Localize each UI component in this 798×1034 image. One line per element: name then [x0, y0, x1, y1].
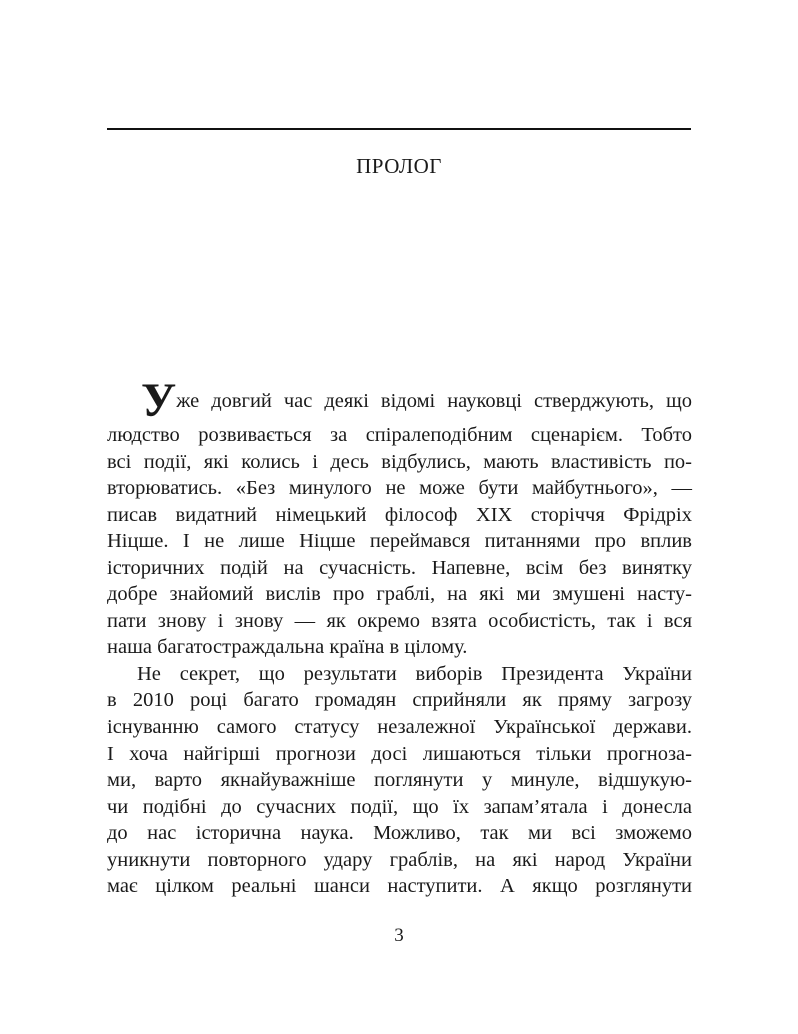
text-line: людство розвивається за спіралеподібним сценарієм. Тобто [107, 424, 692, 446]
top-rule [107, 128, 691, 130]
paragraph-2 [107, 661, 692, 900]
text-line: існуванню самого статусу незалежної Української держави. [107, 716, 692, 739]
drop-cap: У [141, 374, 177, 427]
text-line: писав видатний німецький філософ XIX сторіччя Фрідріх [107, 503, 692, 526]
text-line: в 2010 році багато громадян сприйняли як пряму загрозу [107, 689, 692, 712]
text-line [107, 374, 692, 427]
text-line: має цілком реальні шанси наступити. А якщо розглянути [107, 875, 692, 898]
page-number: 3 [394, 925, 404, 946]
paragraph-1 [107, 374, 692, 661]
body-text [107, 374, 692, 900]
chapter-title: ПРОЛОГ [356, 154, 442, 178]
text-line-content: же довгий час деякі відомі науковці стверджують, що [176, 390, 692, 412]
text-line: наша багатостраждальна країна в цілому. [107, 636, 468, 659]
text-line: Ніцше. І не лише Ніцше переймався питаннями про вплив [107, 530, 692, 553]
text-line: Не секрет, що результати виборів Президента України [137, 662, 692, 685]
text-line: уникнути повторного удару граблів, на які народ України [107, 848, 692, 871]
text-line: ми, варто якнайуважніше поглянути у минуле, відшукую- [107, 769, 692, 792]
text-line: вторюватись. «Без минулого не може бути майбутнього», — [107, 477, 692, 500]
text-line: І хоча найгірші прогнози досі лишаються тільки прогноза- [107, 742, 692, 765]
text-line: пати знову і знову — як окремо взята особистість, так і вся [107, 609, 692, 632]
text-line: історичних подій на сучасність. Напевне, всім без винятку [107, 556, 692, 579]
text-line: до нас історична наука. Можливо, так ми всі зможемо [107, 822, 692, 845]
text-line: всі події, які колись і десь відбулись, мають властивість по- [107, 450, 692, 473]
text-line: чи подібні до сучасних події, що їх запам’ятала і донесла [107, 795, 692, 818]
text-line: добре знайомий вислів про граблі, на які ми змушені насту- [107, 583, 692, 606]
